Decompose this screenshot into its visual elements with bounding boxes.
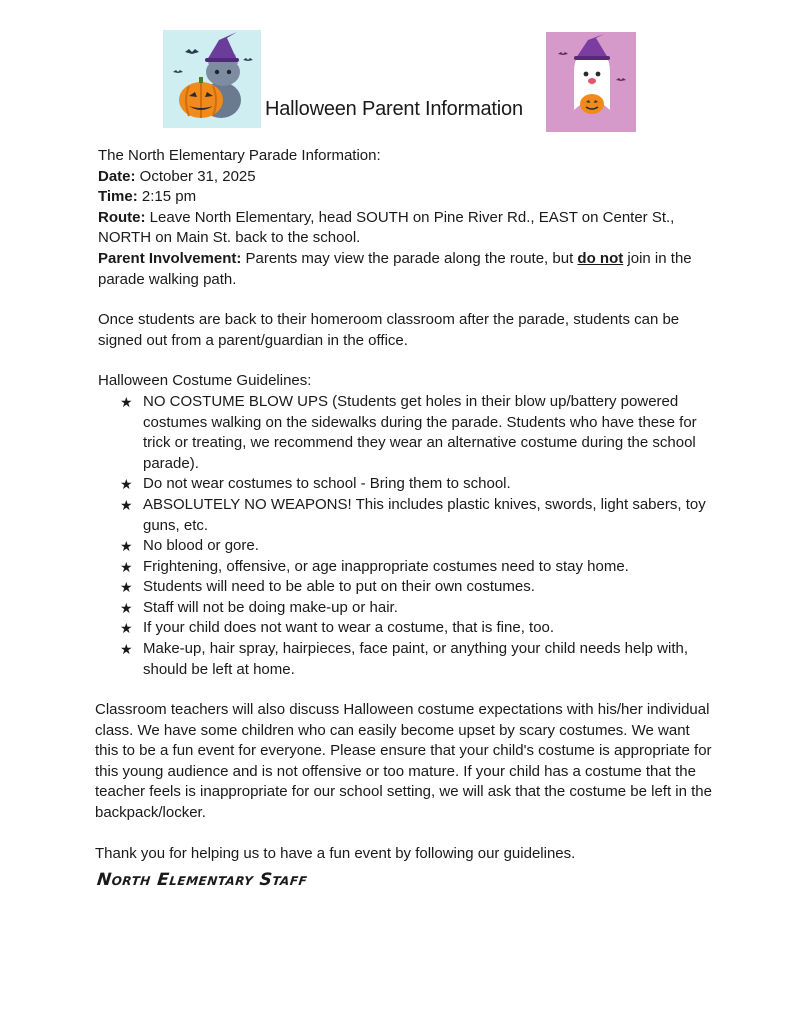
time-value: 2:15 pm — [137, 188, 197, 206]
star-icon: ★ — [120, 641, 133, 658]
route-value: Leave North Elementary, head SOUTH on Pine River Rd., EAST on Center St., NORTH on Main St. back to the school. — [98, 208, 675, 247]
bat-icon — [173, 70, 183, 73]
involvement-label: Parent Involvement: — [98, 249, 242, 267]
closing-paragraph: Classroom teachers will also discuss Halloween costume expectations with his/her individual class. We have some children who can easily become upset by scary costumes. We want this to be a fun event for everyone. Please ensure that your child's costume is appropriate for this young audience and is not offensive or too mature. If your child has a costume that the teacher feels is inappropriate for our school setting, we will ask that the costume be left in the backpack/locker. — [95, 701, 712, 821]
time-label: Time: — [98, 188, 138, 206]
bat-icon — [185, 49, 199, 54]
parade-date — [98, 167, 710, 188]
main-content — [98, 146, 710, 680]
page-title: Halloween Parent Information — [265, 98, 523, 120]
star-icon: ★ — [120, 476, 133, 493]
list-item: ★ If your child does not want to wear a costume, that is fine, too. — [120, 618, 710, 639]
guidelines-heading: Halloween Costume Guidelines: — [98, 372, 312, 390]
list-item: ★ No blood or gore. — [120, 536, 710, 557]
involvement-pre: Parents may view the parade along the route, but — [241, 249, 578, 267]
thanks-line: Thank you for helping us to have a fun event by following our guidelines. — [95, 844, 576, 862]
cat-pumpkin-illustration — [163, 30, 261, 128]
parade-time — [98, 187, 710, 208]
parade-route — [98, 208, 710, 249]
list-item: ★ Students will need to be able to put on their own costumes. — [120, 577, 710, 598]
list-item: ★ ABSOLUTELY NO WEAPONS! This includes plastic knives, swords, light sabers, toy guns, etc. — [120, 495, 706, 534]
star-icon: ★ — [120, 620, 133, 637]
bat-icon — [558, 52, 568, 55]
date-value: October 31, 2025 — [135, 167, 256, 185]
list-item: ★ Staff will not be doing make-up or hair. — [120, 598, 710, 619]
guidelines-list — [98, 392, 710, 680]
involvement-post: join in the parade walking path. — [98, 249, 692, 288]
ghost-pumpkin-image — [546, 32, 636, 132]
closing-section — [95, 700, 715, 864]
signature: North Elementary Staff — [95, 870, 309, 890]
list-item: ★ Make-up, hair spray, hairpieces, face paint, or anything your child needs help with, should be left at home. — [120, 640, 689, 678]
star-icon: ★ — [120, 496, 133, 513]
signout-paragraph: Once students are back to their homeroom classroom after the parade, students can be signed out from a parent/guardian in the office. — [98, 311, 680, 349]
list-item: ★ Frightening, offensive, or age inappropriate costumes need to stay home. — [120, 557, 710, 578]
list-item: ★ Do not wear costumes to school - Bring them to school. — [120, 474, 710, 495]
star-icon: ★ — [120, 599, 133, 616]
route-label: Route: — [98, 208, 146, 226]
witch-hat — [576, 34, 608, 58]
star-icon: ★ — [120, 393, 133, 410]
parent-involvement — [98, 249, 710, 290]
list-item: ★ NO COSTUME BLOW UPS (Students get holes in their blow up/battery powered costumes walking on the sidewalks during the parade. Students who have these for trick or treating, we recommend they wear an alternative costume during the school parade). — [120, 392, 697, 472]
date-label: Date: — [98, 167, 136, 185]
star-icon: ★ — [120, 538, 133, 555]
star-icon: ★ — [120, 558, 133, 575]
cat-pumpkin-image — [163, 30, 261, 128]
bat-icon — [616, 78, 626, 81]
ghost-pumpkin-illustration — [546, 32, 636, 132]
bat-icon — [243, 58, 253, 61]
parade-intro: The North Elementary Parade Information: — [98, 147, 381, 164]
involvement-emphasis: do not — [577, 249, 624, 267]
pumpkin-icon — [580, 94, 604, 114]
star-icon: ★ — [120, 579, 133, 596]
witch-hat — [207, 32, 237, 60]
